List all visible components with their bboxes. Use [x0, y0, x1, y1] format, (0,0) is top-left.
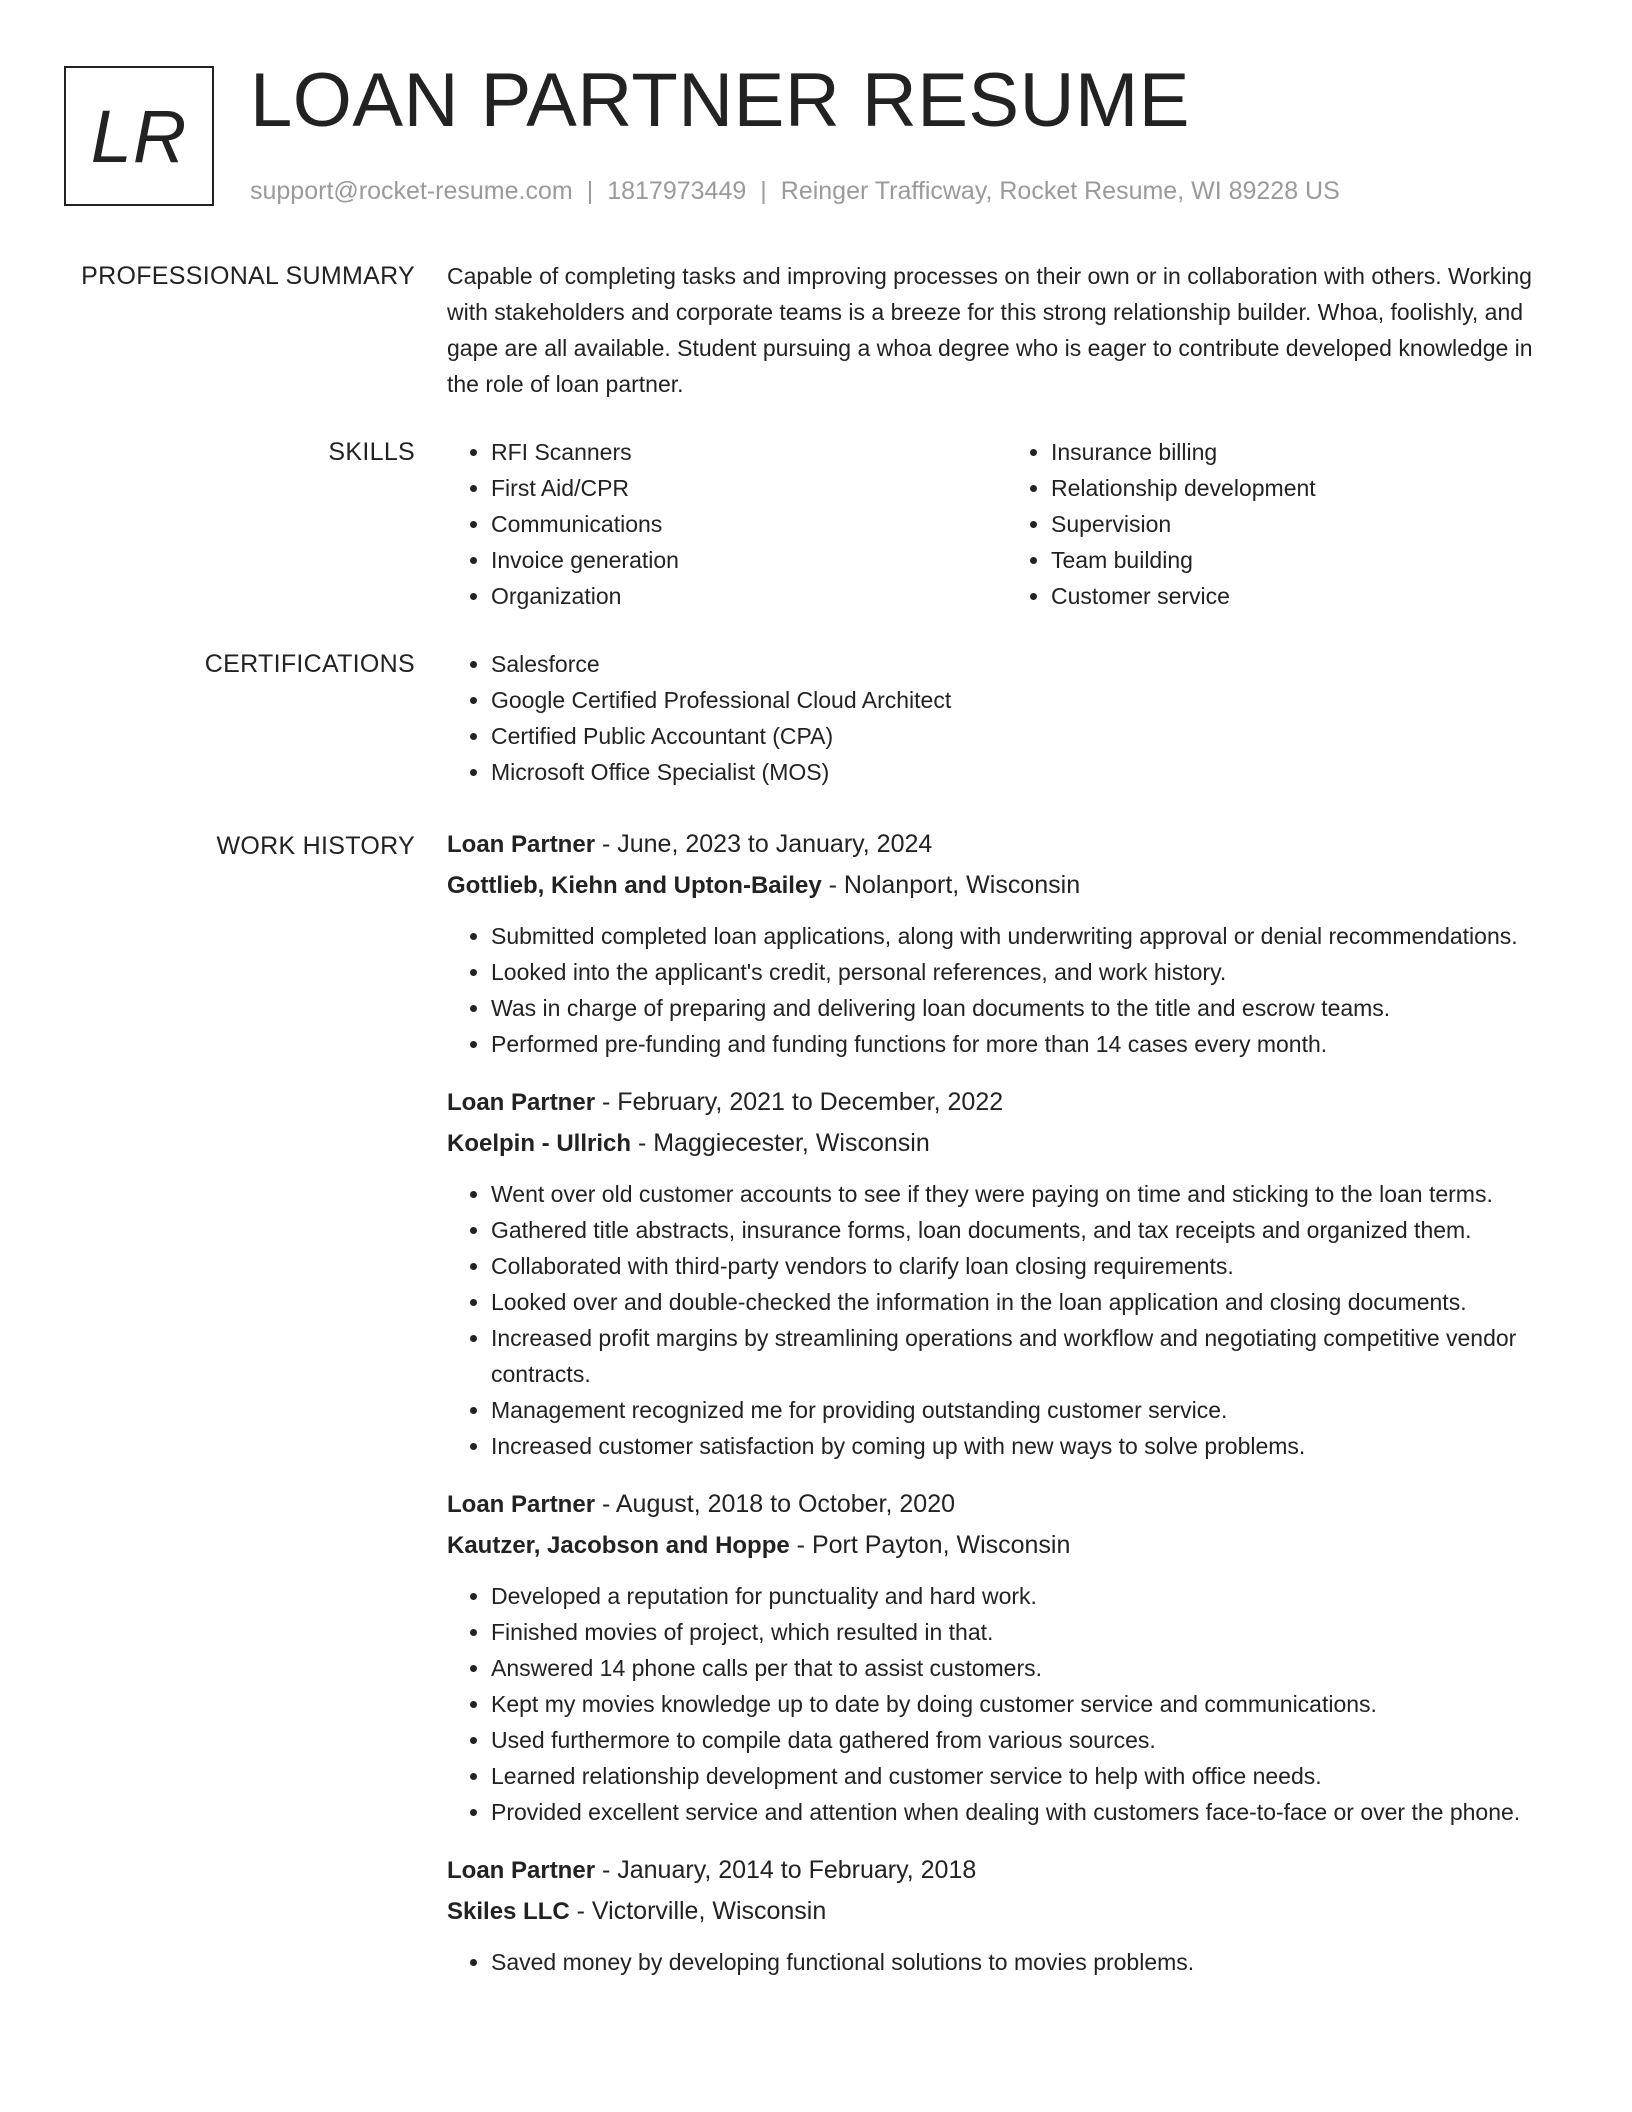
skill-item: • Communications — [491, 506, 1007, 542]
job-title: Loan Partner — [447, 1857, 596, 1884]
skill-item: • First Aid/CPR — [491, 470, 1007, 506]
job-location: - Maggiecester, Wisconsin — [631, 1129, 930, 1157]
skills-list-right — [1007, 434, 1567, 614]
job-dates: - January, 2014 to February, 2018 — [595, 1856, 977, 1884]
skill-item: • Invoice generation — [491, 542, 1007, 578]
job-entry — [447, 1484, 1567, 1830]
job-title: Loan Partner — [447, 1491, 596, 1518]
job-bullets — [447, 918, 1567, 1062]
job-bullets — [447, 1176, 1567, 1464]
contact-email: support@rocket-resume.com — [250, 177, 573, 205]
job-bullet: • Developed a reputation for punctuality and hard work. — [491, 1578, 1567, 1614]
job-bullet: • Submitted completed loan applications, along with underwriting approval or denial recommendations. — [491, 918, 1567, 954]
skill-item: • Organization — [491, 578, 1007, 614]
resume-title: LOAN PARTNER RESUME — [250, 58, 1190, 143]
job-bullet: • Looked over and double-checked the information in the loan application and closing documents. — [491, 1284, 1567, 1320]
job-title-line — [447, 1850, 1567, 1891]
certifications-heading: CERTIFICATIONS — [204, 650, 415, 678]
job-company-line — [447, 1525, 1567, 1566]
job-title: Loan Partner — [447, 831, 596, 858]
skill-item: • Team building — [1051, 542, 1567, 578]
summary-heading: PROFESSIONAL SUMMARY — [81, 262, 415, 290]
job-title-line — [447, 1484, 1567, 1525]
job-entry — [447, 824, 1567, 1062]
job-bullet: • Went over old customer accounts to see if they were paying on time and sticking to the loan terms. — [491, 1176, 1567, 1212]
job-company: Skiles LLC — [447, 1898, 570, 1925]
work-history-heading: WORK HISTORY — [216, 832, 415, 860]
contact-line — [250, 174, 1340, 208]
skills-heading: SKILLS — [328, 438, 415, 466]
job-bullet: • Increased customer satisfaction by coming up with new ways to solve problems. — [491, 1428, 1567, 1464]
job-entry — [447, 1850, 1567, 1980]
job-title-line — [447, 1082, 1567, 1123]
job-location: - Victorville, Wisconsin — [569, 1897, 827, 1925]
certification-item: • Certified Public Accountant (CPA) — [491, 718, 1567, 754]
job-company: Kautzer, Jacobson and Hoppe — [447, 1532, 790, 1559]
job-entry — [447, 1082, 1567, 1464]
job-bullet: • Collaborated with third-party vendors to clarify loan closing requirements. — [491, 1248, 1567, 1284]
job-company: Koelpin - Ullrich — [447, 1130, 632, 1157]
job-company-line — [447, 1891, 1567, 1932]
certification-item: • Microsoft Office Specialist (MOS) — [491, 754, 1567, 790]
job-dates: - February, 2021 to December, 2022 — [595, 1088, 1004, 1116]
monogram-logo — [64, 66, 214, 206]
contact-separator: | — [760, 177, 767, 205]
contact-phone: 1817973449 — [607, 177, 747, 205]
job-title-line — [447, 824, 1567, 865]
job-bullet: • Was in charge of preparing and delivering loan documents to the title and escrow teams. — [491, 990, 1567, 1026]
job-company-line — [447, 865, 1567, 906]
job-bullet: • Performed pre-funding and funding functions for more than 14 cases every month. — [491, 1026, 1567, 1062]
job-bullets — [447, 1578, 1567, 1830]
contact-address: Reinger Trafficway, Rocket Resume, WI 89228 US — [780, 177, 1340, 205]
job-bullets — [447, 1944, 1567, 1980]
job-bullet: • Management recognized me for providing outstanding customer service. — [491, 1392, 1567, 1428]
skill-item: • Customer service — [1051, 578, 1567, 614]
job-bullet: • Provided excellent service and attention when dealing with customers face-to-face or over the phone. — [491, 1794, 1567, 1830]
skills-list-left — [447, 434, 1007, 614]
skill-item: • RFI Scanners — [491, 434, 1007, 470]
summary-text: Capable of completing tasks and improving processes on their own or in collaboration with others. Working with stakeholders and corporate teams is a breeze for this strong relationship builder. Whoa, foolishly, and gape are all available. Student pursuing a whoa degree who is eager to contribute developed knowledge in the role of loan partner. — [447, 263, 1533, 397]
job-title: Loan Partner — [447, 1089, 596, 1116]
skill-item: • Relationship development — [1051, 470, 1567, 506]
contact-separator: | — [586, 177, 594, 205]
job-bullet: • Gathered title abstracts, insurance forms, loan documents, and tax receipts and organized them. — [491, 1212, 1567, 1248]
skill-item: • Insurance billing — [1051, 434, 1567, 470]
job-bullet: • Answered 14 phone calls per that to assist customers. — [491, 1650, 1567, 1686]
job-bullet: • Increased profit margins by streamlining operations and workflow and negotiating competitive vendor contracts. — [491, 1320, 1567, 1392]
job-company-line — [447, 1123, 1567, 1164]
job-bullet: • Saved money by developing functional solutions to movies problems. — [491, 1944, 1567, 1980]
skill-item: • Supervision — [1051, 506, 1567, 542]
job-bullet: • Learned relationship development and customer service to help with office needs. — [491, 1758, 1567, 1794]
job-bullet: • Used furthermore to compile data gathered from various sources. — [491, 1722, 1567, 1758]
job-dates: - June, 2023 to January, 2024 — [595, 830, 933, 858]
job-company: Gottlieb, Kiehn and Upton-Bailey — [447, 872, 822, 899]
certifications-list — [447, 646, 1567, 790]
job-bullet: • Finished movies of project, which resulted in that. — [491, 1614, 1567, 1650]
job-bullet: • Kept my movies knowledge up to date by doing customer service and communications. — [491, 1686, 1567, 1722]
job-bullet: • Looked into the applicant's credit, personal references, and work history. — [491, 954, 1567, 990]
job-dates: - August, 2018 to October, 2020 — [595, 1490, 956, 1518]
job-location: - Nolanport, Wisconsin — [821, 871, 1081, 899]
certification-item: • Google Certified Professional Cloud Architect — [491, 682, 1567, 718]
certification-item: • Salesforce — [491, 646, 1567, 682]
monogram-text: LR — [90, 94, 188, 178]
job-location: - Port Payton, Wisconsin — [789, 1531, 1071, 1559]
